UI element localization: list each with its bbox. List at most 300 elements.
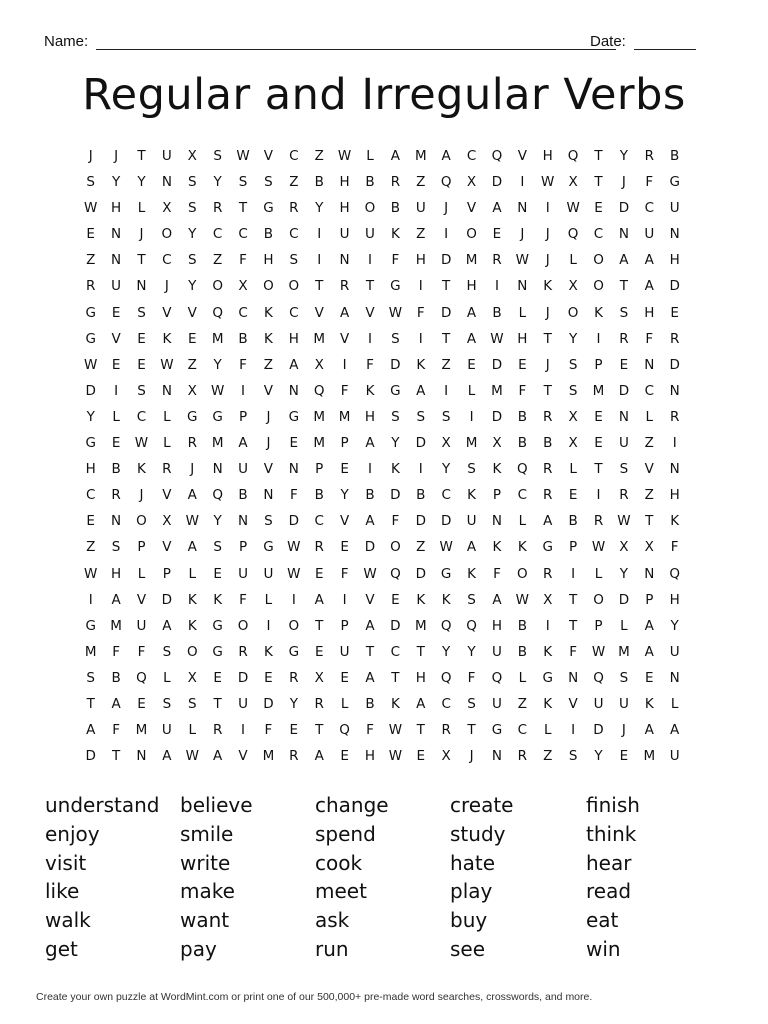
grid-letter: T bbox=[543, 382, 552, 399]
grid-letter: K bbox=[390, 461, 400, 478]
grid-letter: J bbox=[621, 722, 626, 739]
grid-letter: W bbox=[541, 174, 555, 191]
grid-letter: E bbox=[137, 356, 146, 373]
grid-row bbox=[78, 511, 688, 537]
grid-letter: A bbox=[162, 748, 172, 765]
grid-letter: G bbox=[288, 643, 300, 660]
grid-row bbox=[78, 172, 688, 198]
grid-letter: S bbox=[187, 252, 197, 269]
grid-letter: K bbox=[644, 695, 654, 712]
grid-letter: U bbox=[618, 435, 629, 452]
grid-letter: L bbox=[188, 565, 197, 582]
grid-letter: N bbox=[161, 382, 172, 399]
grid-letter: W bbox=[337, 148, 352, 164]
grid-letter: D bbox=[440, 304, 452, 321]
grid-letter: A bbox=[644, 643, 654, 660]
word-list-item: smile bbox=[180, 821, 234, 846]
grid-letter: V bbox=[136, 591, 147, 608]
grid-letter: R bbox=[289, 200, 299, 217]
grid-letter: I bbox=[291, 591, 296, 608]
grid-letter: R bbox=[187, 435, 197, 452]
grid-letter: S bbox=[213, 148, 222, 164]
grid-letter: N bbox=[517, 278, 528, 295]
grid-letter: S bbox=[568, 382, 578, 399]
grid-letter: D bbox=[85, 748, 96, 765]
grid-letter: H bbox=[491, 617, 503, 634]
grid-letter: K bbox=[187, 617, 197, 634]
grid-letter: U bbox=[136, 617, 147, 634]
grid-letter: O bbox=[364, 200, 376, 217]
grid-letter: F bbox=[645, 330, 654, 347]
grid-letter: F bbox=[137, 643, 146, 660]
word-list-item: enjoy bbox=[45, 821, 100, 846]
grid-letter: Y bbox=[213, 174, 222, 191]
word-list-item: write bbox=[180, 850, 231, 875]
grid-letter: E bbox=[111, 356, 121, 373]
word-list-item: meet bbox=[315, 879, 367, 904]
grid-letter: S bbox=[264, 513, 273, 530]
grid-letter: Y bbox=[670, 617, 679, 634]
grid-letter: Y bbox=[188, 278, 197, 295]
grid-letter: Z bbox=[441, 356, 451, 373]
grid-letter: I bbox=[418, 330, 423, 347]
grid-letter: Y bbox=[213, 356, 222, 373]
grid-letter: S bbox=[162, 643, 172, 660]
grid-letter: J bbox=[545, 252, 550, 269]
grid-letter: O bbox=[186, 643, 198, 660]
grid-letter: W bbox=[363, 565, 377, 582]
grid-letter: D bbox=[440, 513, 452, 530]
grid-letter: R bbox=[593, 513, 604, 530]
grid-letter: K bbox=[162, 330, 172, 347]
grid-letter: I bbox=[571, 565, 576, 582]
grid-letter: M bbox=[313, 408, 326, 425]
grid-letter: K bbox=[467, 487, 476, 504]
grid-letter: I bbox=[368, 252, 372, 269]
grid-letter: H bbox=[339, 174, 350, 191]
grid-letter: N bbox=[618, 226, 629, 243]
grid-letter: K bbox=[543, 278, 553, 295]
grid-letter: L bbox=[518, 304, 527, 321]
grid-letter: T bbox=[568, 591, 578, 608]
grid-letter: D bbox=[415, 565, 426, 582]
word-list-item: finish bbox=[586, 793, 640, 817]
grid-letter: J bbox=[139, 487, 144, 504]
grid-letter: Y bbox=[86, 408, 95, 425]
grid-letter: P bbox=[340, 435, 349, 452]
grid-letter: A bbox=[416, 695, 426, 712]
grid-letter: Q bbox=[136, 669, 147, 686]
grid-letter: R bbox=[111, 487, 121, 504]
grid-letter: A bbox=[365, 617, 375, 634]
grid-letter: B bbox=[314, 487, 324, 504]
grid-letter: X bbox=[238, 278, 248, 295]
grid-letter: N bbox=[339, 252, 350, 269]
grid-letter: J bbox=[266, 435, 271, 452]
grid-letter: E bbox=[594, 408, 603, 425]
grid-letter: Q bbox=[440, 669, 452, 686]
grid-letter: T bbox=[365, 643, 375, 660]
grid-letter: J bbox=[520, 226, 525, 243]
grid-letter: R bbox=[492, 252, 502, 269]
grid-letter: W bbox=[617, 513, 631, 530]
grid-letter: J bbox=[164, 278, 169, 295]
grid-letter: W bbox=[185, 748, 199, 765]
grid-letter: T bbox=[315, 617, 324, 634]
grid-letter: K bbox=[517, 539, 527, 556]
word-list-item: hate bbox=[450, 850, 496, 875]
word-list-item: win bbox=[586, 936, 621, 961]
grid-letter: O bbox=[517, 565, 528, 582]
grid-letter: N bbox=[491, 513, 502, 530]
grid-letter: X bbox=[187, 669, 197, 686]
grid-letter: E bbox=[416, 748, 426, 765]
grid-letter: U bbox=[492, 643, 502, 660]
grid-letter: N bbox=[669, 226, 680, 243]
grid-letter: B bbox=[416, 487, 426, 504]
grid-letter: S bbox=[187, 695, 197, 712]
grid-letter: M bbox=[414, 148, 427, 164]
grid-letter: C bbox=[162, 252, 172, 269]
grid-letter: P bbox=[315, 461, 324, 478]
header bbox=[44, 33, 696, 53]
grid-letter: O bbox=[593, 252, 604, 269]
grid-letter: B bbox=[111, 669, 121, 686]
grid-letter: A bbox=[416, 382, 426, 399]
word-list-item: ask bbox=[315, 908, 350, 933]
grid-letter: O bbox=[161, 226, 173, 243]
grid-letter: B bbox=[314, 174, 324, 191]
grid-letter: V bbox=[162, 487, 172, 504]
grid-letter: A bbox=[466, 304, 477, 321]
grid-letter: D bbox=[618, 591, 630, 608]
grid-letter: M bbox=[414, 617, 427, 634]
grid-letter: T bbox=[594, 174, 603, 191]
grid-letter: U bbox=[644, 226, 655, 243]
grid-letter: W bbox=[134, 435, 149, 452]
grid-letter: I bbox=[571, 722, 576, 739]
grid-letter: Z bbox=[314, 148, 324, 164]
grid-letter: X bbox=[568, 435, 578, 452]
letter-grid bbox=[78, 146, 688, 772]
grid-letter: D bbox=[440, 252, 452, 269]
grid-letter: R bbox=[543, 487, 553, 504]
grid-letter: X bbox=[492, 435, 502, 452]
grid-letter: O bbox=[288, 617, 300, 634]
grid-letter: Q bbox=[390, 565, 401, 582]
grid-letter: C bbox=[289, 226, 299, 243]
grid-letter: C bbox=[238, 226, 248, 243]
grid-letter: Q bbox=[567, 226, 579, 243]
grid-letter: M bbox=[592, 382, 605, 399]
grid-letter: R bbox=[162, 461, 172, 478]
word-list-item: visit bbox=[45, 850, 87, 875]
grid-letter: E bbox=[340, 539, 349, 556]
grid-letter: P bbox=[340, 617, 349, 634]
grid-letter: A bbox=[111, 591, 121, 608]
grid-letter: B bbox=[365, 174, 375, 191]
grid-letter: L bbox=[569, 252, 577, 269]
grid-letter: F bbox=[289, 487, 298, 504]
grid-letter: A bbox=[86, 722, 96, 739]
grid-letter: C bbox=[390, 643, 401, 660]
word-list-item: cook bbox=[315, 850, 363, 875]
grid-letter: A bbox=[644, 722, 654, 739]
grid-letter: L bbox=[137, 565, 146, 582]
grid-letter: N bbox=[111, 252, 122, 269]
grid-letter: I bbox=[672, 435, 677, 452]
grid-letter: L bbox=[188, 722, 197, 739]
grid-letter: E bbox=[670, 304, 679, 321]
grid-letter: A bbox=[492, 591, 502, 608]
grid-letter: G bbox=[390, 382, 401, 399]
grid-letter: S bbox=[391, 330, 400, 347]
grid-letter: S bbox=[86, 669, 95, 686]
grid-letter: H bbox=[111, 200, 122, 217]
grid-letter: Y bbox=[137, 174, 146, 191]
grid-letter: S bbox=[467, 695, 476, 712]
grid-letter: V bbox=[365, 591, 375, 608]
grid-letter: D bbox=[669, 356, 680, 373]
grid-letter: V bbox=[466, 200, 477, 217]
grid-letter: K bbox=[390, 226, 400, 243]
grid-letter: E bbox=[213, 669, 222, 686]
grid-letter: T bbox=[137, 252, 146, 269]
grid-letter: U bbox=[339, 226, 350, 243]
grid-row bbox=[78, 407, 688, 433]
grid-letter: L bbox=[670, 695, 679, 712]
grid-letter: C bbox=[644, 382, 654, 399]
grid-letter: A bbox=[365, 513, 375, 530]
grid-letter: V bbox=[238, 748, 248, 765]
grid-letter: O bbox=[567, 304, 579, 321]
grid-letter: H bbox=[415, 252, 426, 269]
grid-letter: S bbox=[391, 408, 400, 425]
grid-letter: T bbox=[137, 148, 146, 164]
grid-letter: E bbox=[391, 591, 400, 608]
grid-letter: S bbox=[162, 695, 172, 712]
grid-letter: F bbox=[569, 643, 577, 660]
grid-row bbox=[78, 720, 688, 746]
word-list-item: create bbox=[450, 793, 514, 817]
grid-letter: G bbox=[263, 200, 274, 217]
grid-letter: E bbox=[137, 330, 146, 347]
grid-letter: O bbox=[390, 539, 401, 556]
grid-letter: T bbox=[543, 330, 552, 347]
grid-letter: N bbox=[111, 513, 122, 530]
grid-letter: U bbox=[111, 278, 122, 295]
grid-letter: N bbox=[618, 408, 629, 425]
grid-letter: O bbox=[237, 617, 249, 634]
grid-letter: R bbox=[289, 669, 299, 686]
grid-letter: N bbox=[491, 748, 502, 765]
grid-letter: E bbox=[645, 669, 654, 686]
grid-letter: N bbox=[111, 226, 122, 243]
grid-letter: D bbox=[593, 722, 604, 739]
grid-letter: R bbox=[212, 200, 223, 217]
grid-letter: V bbox=[517, 148, 527, 164]
grid-letter: D bbox=[237, 669, 249, 686]
grid-letter: W bbox=[84, 356, 98, 373]
grid-letter: N bbox=[669, 382, 680, 399]
grid-letter: E bbox=[594, 200, 603, 217]
grid-letter: W bbox=[287, 539, 301, 556]
grid-letter: Z bbox=[416, 226, 426, 243]
word-list-item: run bbox=[315, 936, 349, 961]
grid-letter: U bbox=[669, 200, 680, 217]
grid-row bbox=[78, 668, 688, 694]
grid-letter: B bbox=[238, 487, 248, 504]
grid-letter: L bbox=[366, 148, 374, 164]
grid-letter: R bbox=[543, 408, 553, 425]
grid-letter: V bbox=[111, 330, 121, 347]
grid-letter: R bbox=[543, 461, 553, 478]
grid-letter: I bbox=[444, 382, 449, 399]
grid-letter: N bbox=[136, 278, 147, 295]
grid-letter: G bbox=[85, 304, 96, 321]
name-line bbox=[96, 49, 616, 50]
grid-letter: V bbox=[644, 461, 654, 478]
grid-letter: U bbox=[669, 643, 680, 660]
grid-row bbox=[78, 564, 688, 590]
grid-letter: B bbox=[517, 643, 527, 660]
grid-letter: M bbox=[84, 643, 97, 660]
word-list-item: get bbox=[45, 936, 78, 961]
grid-letter: T bbox=[86, 695, 95, 712]
word-list-item: see bbox=[450, 936, 486, 961]
grid-row bbox=[78, 590, 688, 616]
grid-letter: N bbox=[644, 565, 655, 582]
grid-letter: Q bbox=[313, 382, 325, 399]
grid-row bbox=[78, 224, 688, 250]
grid-letter: W bbox=[490, 330, 504, 347]
grid-row bbox=[78, 616, 688, 642]
grid-row bbox=[78, 198, 688, 224]
grid-letter: U bbox=[618, 695, 629, 712]
grid-letter: S bbox=[416, 408, 426, 425]
grid-letter: Y bbox=[315, 200, 324, 217]
grid-letter: H bbox=[466, 278, 477, 295]
grid-letter: B bbox=[492, 304, 502, 321]
grid-row bbox=[78, 537, 688, 563]
grid-row bbox=[78, 642, 688, 668]
grid-letter: S bbox=[467, 591, 476, 608]
grid-letter: U bbox=[669, 748, 680, 765]
grid-letter: X bbox=[466, 174, 477, 191]
grid-letter: E bbox=[111, 304, 121, 321]
grid-letter: L bbox=[163, 408, 171, 425]
footer-note: Create your own puzzle at WordMint.com or print one of our 500,000+ pre-made word searches, crosswords, and more. bbox=[36, 991, 593, 1003]
grid-letter: I bbox=[88, 591, 93, 608]
grid-letter: R bbox=[543, 565, 553, 582]
grid-letter: N bbox=[669, 461, 680, 478]
grid-letter: S bbox=[264, 174, 273, 191]
grid-letter: V bbox=[339, 330, 350, 347]
word-list-item: think bbox=[586, 821, 637, 846]
grid-letter: N bbox=[644, 356, 655, 373]
grid-letter: A bbox=[543, 513, 553, 530]
grid-letter: V bbox=[365, 304, 375, 321]
grid-letter: A bbox=[339, 304, 350, 321]
grid-letter: A bbox=[238, 435, 248, 452]
grid-letter: Y bbox=[442, 461, 451, 478]
grid-letter: P bbox=[594, 356, 603, 373]
word-list-item: buy bbox=[450, 908, 488, 933]
grid-letter: E bbox=[314, 643, 324, 660]
grid-letter: T bbox=[442, 278, 451, 295]
grid-letter: A bbox=[187, 487, 197, 504]
grid-letter: P bbox=[492, 487, 502, 504]
grid-letter: C bbox=[644, 200, 654, 217]
grid-letter: U bbox=[161, 148, 172, 164]
grid-letter: K bbox=[416, 356, 426, 373]
grid-letter: S bbox=[238, 174, 248, 191]
grid-letter: W bbox=[515, 591, 530, 608]
grid-letter: E bbox=[314, 565, 324, 582]
grid-letter: M bbox=[211, 330, 224, 347]
grid-letter: K bbox=[213, 591, 223, 608]
grid-letter: E bbox=[289, 722, 299, 739]
grid-letter: L bbox=[163, 669, 171, 686]
word-list-item: make bbox=[180, 879, 235, 904]
grid-letter: I bbox=[545, 617, 550, 634]
grid-letter: M bbox=[110, 617, 122, 634]
grid-letter: U bbox=[593, 695, 604, 712]
grid-letter: Z bbox=[86, 252, 96, 269]
grid-letter: Y bbox=[594, 748, 603, 765]
grid-letter: E bbox=[619, 748, 629, 765]
grid-letter: I bbox=[418, 278, 423, 295]
grid-letter: I bbox=[418, 461, 423, 478]
grid-letter: E bbox=[340, 748, 349, 765]
grid-letter: B bbox=[365, 695, 375, 712]
grid-letter: Z bbox=[543, 748, 553, 765]
grid-letter: R bbox=[644, 148, 654, 164]
grid-letter: M bbox=[211, 435, 224, 452]
grid-letter: D bbox=[491, 408, 503, 425]
grid-letter: R bbox=[441, 722, 451, 739]
grid-letter: T bbox=[568, 617, 578, 634]
grid-letter: P bbox=[569, 539, 578, 556]
grid-letter: C bbox=[593, 226, 604, 243]
grid-letter: X bbox=[162, 200, 172, 217]
grid-letter: X bbox=[187, 382, 197, 399]
grid-letter: J bbox=[444, 200, 449, 217]
grid-letter: C bbox=[85, 487, 96, 504]
grid-letter: A bbox=[162, 617, 172, 634]
grid-letter: E bbox=[137, 695, 146, 712]
grid-letter: L bbox=[112, 408, 120, 425]
grid-letter: C bbox=[441, 487, 451, 504]
grid-letter: V bbox=[568, 695, 578, 712]
grid-letter: V bbox=[162, 304, 172, 321]
grid-letter: F bbox=[112, 722, 120, 739]
grid-letter: L bbox=[645, 408, 654, 425]
grid-letter: J bbox=[545, 356, 550, 373]
grid-letter: D bbox=[288, 513, 300, 530]
grid-letter: G bbox=[669, 174, 680, 191]
grid-letter: Y bbox=[568, 330, 578, 347]
grid-letter: T bbox=[594, 461, 603, 478]
grid-letter: A bbox=[644, 252, 654, 269]
grid-letter: R bbox=[619, 330, 629, 347]
grid-letter: J bbox=[190, 461, 195, 478]
grid-letter: A bbox=[466, 539, 477, 556]
grid-letter: W bbox=[591, 643, 606, 660]
page-title: Regular and Irregular Verbs bbox=[82, 70, 686, 120]
grid-letter: K bbox=[492, 539, 502, 556]
grid-letter: A bbox=[314, 591, 324, 608]
